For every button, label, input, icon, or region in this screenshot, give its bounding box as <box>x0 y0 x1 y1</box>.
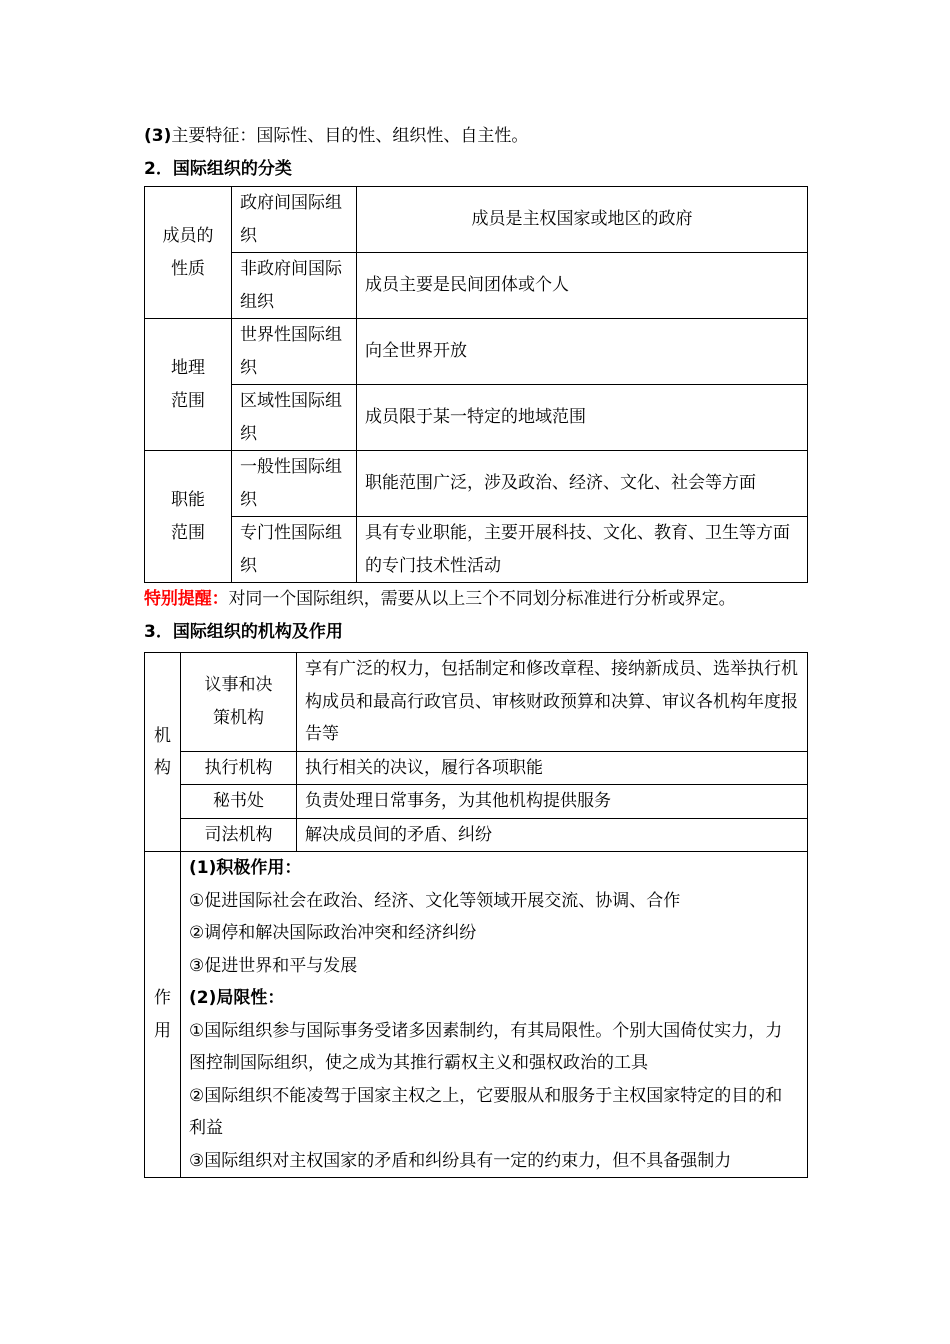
table-row <box>145 385 808 451</box>
table-row <box>145 517 808 583</box>
special-remark <box>144 583 808 616</box>
organ-name-cell: 司法机构 <box>181 818 297 852</box>
table-row <box>145 751 808 785</box>
desc-cell: 成员主要是民间团体或个人 <box>357 253 808 319</box>
table-row <box>145 253 808 319</box>
category-cell: 成员的性质 <box>145 187 232 319</box>
type-cell: 专门性国际组织 <box>232 517 357 583</box>
type-cell: 区域性国际组织 <box>232 385 357 451</box>
roles-header-cell: 作用 <box>145 852 181 1178</box>
table-row <box>145 319 808 385</box>
organ-name-cell: 秘书处 <box>181 785 297 819</box>
desc-cell: 成员是主权国家或地区的政府 <box>357 187 808 253</box>
type-cell: 非政府间国际组织 <box>232 253 357 319</box>
table-row <box>145 818 808 852</box>
desc-cell: 成员限于某一特定的地域范围 <box>357 385 808 451</box>
type-cell: 政府间国际组织 <box>232 187 357 253</box>
table-row <box>145 451 808 517</box>
organ-desc-cell: 执行相关的决议，履行各项职能 <box>297 751 808 785</box>
institutions-table <box>144 652 808 1178</box>
limit-title: (2)局限性： <box>189 988 285 1008</box>
organ-desc-cell: 解决成员间的矛盾、纠纷 <box>297 818 808 852</box>
list-item: ③国际组织对主权国家的矛盾和纠纷具有一定的约束力，但不具备强制力 <box>189 1150 732 1171</box>
list-item: ②国际组织不能凌驾于国家主权之上，它要服从和服务于主权国家特定的目的和利益 <box>189 1085 783 1138</box>
positive-title: (1)积极作用： <box>189 858 302 878</box>
features-line <box>144 120 808 153</box>
section3-title: 3．国际组织的机构及作用 <box>144 622 343 642</box>
type-cell: 一般性国际组织 <box>232 451 357 517</box>
list-item: ③促进世界和平与发展 <box>189 955 358 976</box>
classification-table <box>144 186 808 583</box>
features-number: (3) <box>144 126 172 146</box>
list-item: ①国际组织参与国际事务受诸多因素制约，有其局限性。个别大国倚仗实力，力图控制国际组织，使之成为其推行霸权主义和强权政治的工具 <box>189 1020 783 1073</box>
organ-desc-cell: 享有广泛的权力，包括制定和修改章程、接纳新成员、选举执行机构成员和最高行政官员、审核财政预算和决算、审议各机构年度报告等 <box>297 653 808 752</box>
organ-desc-cell: 负责处理日常事务，为其他机构提供服务 <box>297 785 808 819</box>
category-cell: 职能范围 <box>145 451 232 583</box>
document-page <box>144 118 808 1178</box>
desc-cell: 向全世界开放 <box>357 319 808 385</box>
organ-name-cell: 执行机构 <box>181 751 297 785</box>
list-item: ②调停和解决国际政治冲突和经济纠纷 <box>189 923 477 943</box>
section2-title: 2．国际组织的分类 <box>144 159 292 179</box>
remark-text: 对同一个国际组织，需要从以上三个不同划分标准进行分析或界定。 <box>228 589 736 609</box>
roles-content-cell <box>181 852 808 1178</box>
features-text: 主要特征：国际性、目的性、组织性、自主性。 <box>171 126 529 146</box>
category-cell: 地理范围 <box>145 319 232 451</box>
organ-name-cell: 议事和决策机构 <box>181 653 297 752</box>
table-row <box>145 187 808 253</box>
table-row <box>145 785 808 819</box>
desc-cell: 具有专业职能，主要开展科技、文化、教育、卫生等方面的专门技术性活动 <box>357 517 808 583</box>
desc-cell: 职能范围广泛，涉及政治、经济、文化、社会等方面 <box>357 451 808 517</box>
table-row <box>145 653 808 752</box>
organs-header-cell: 机构 <box>145 653 181 852</box>
remark-label: 特别提醒： <box>144 589 229 609</box>
type-cell: 世界性国际组织 <box>232 319 357 385</box>
table-row <box>145 852 808 1178</box>
list-item: ①促进国际社会在政治、经济、文化等领域开展交流、协调、合作 <box>189 890 681 911</box>
